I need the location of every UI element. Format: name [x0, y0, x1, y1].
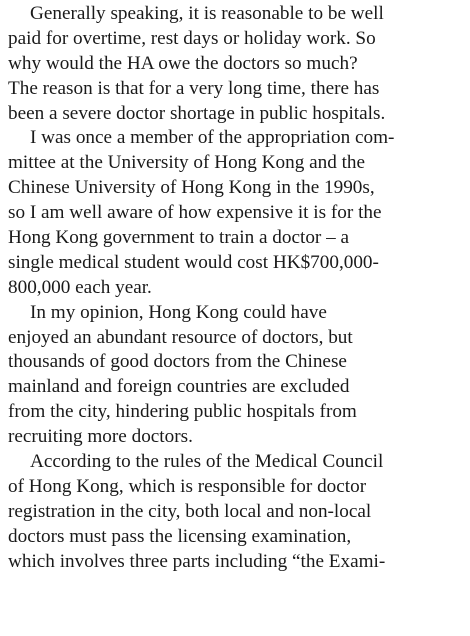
- text-line: from the city, hindering public hospitals from: [8, 401, 357, 423]
- text-line: of Hong Kong, which is responsible for doctor: [8, 475, 367, 497]
- text-line: been a severe doctor shortage in public hospitals.: [8, 102, 386, 124]
- text-line: mainland and foreign countries are excluded: [8, 376, 350, 398]
- text-line: According to the rules of the Medical Council: [30, 451, 384, 473]
- text-line: why would the HA owe the doctors so much?: [8, 52, 358, 74]
- text-line: 800,000 each year.: [8, 276, 152, 298]
- paragraph-4: [8, 450, 464, 574]
- text-line: so I am well aware of how expensive it is for the: [8, 202, 382, 224]
- paragraph-3: [8, 301, 464, 450]
- text-line: which involves three parts including “the Exami-: [8, 550, 386, 572]
- text-line: doctors must pass the licensing examination,: [8, 525, 352, 547]
- text-line: registration in the city, both local and non-local: [8, 500, 372, 522]
- paragraph-1: [8, 2, 464, 126]
- paragraph-2: [8, 126, 464, 300]
- text-line: In my opinion, Hong Kong could have: [30, 301, 327, 323]
- text-line: Generally speaking, it is reasonable to be well: [30, 3, 384, 24]
- text-line: enjoyed an abundant resource of doctors, but: [8, 326, 353, 348]
- text-line: Hong Kong government to train a doctor – a: [8, 227, 350, 249]
- text-line: mittee at the University of Hong Kong and the: [8, 152, 366, 174]
- text-line: The reason is that for a very long time, there has: [8, 77, 380, 99]
- text-line: recruiting more doctors.: [8, 426, 193, 448]
- text-line: single medical student would cost HK$700,000-: [8, 251, 379, 273]
- text-line: Chinese University of Hong Kong in the 1990s,: [8, 177, 375, 199]
- text-line: paid for overtime, rest days or holiday work. So: [8, 27, 376, 49]
- text-line: thousands of good doctors from the Chinese: [8, 351, 347, 373]
- text-line: I was once a member of the appropriation com-: [30, 127, 395, 149]
